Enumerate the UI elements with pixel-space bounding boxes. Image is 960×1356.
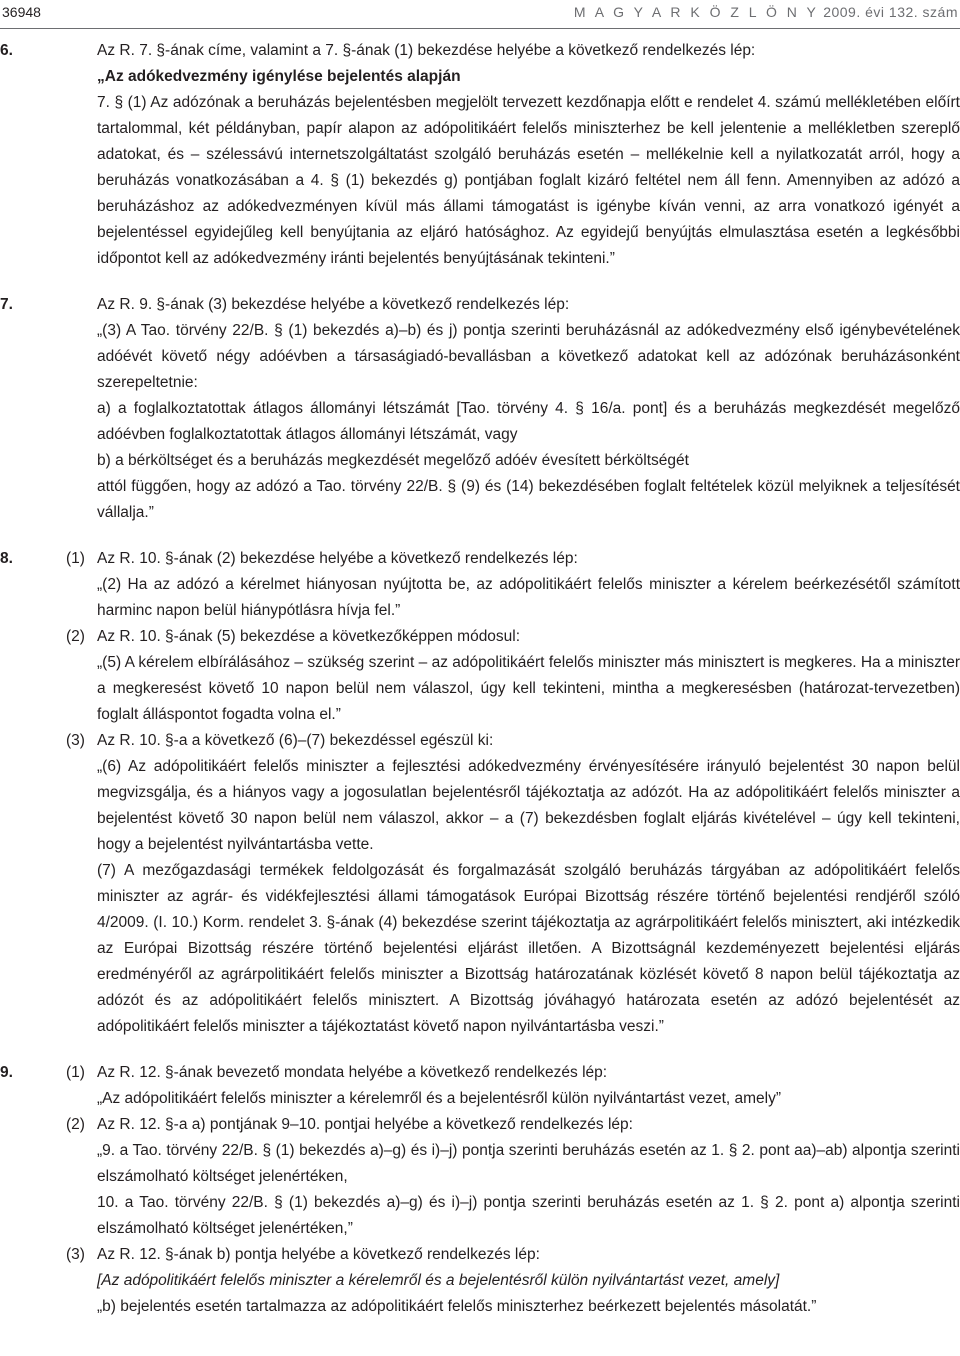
inserted-paragraph: „(3) A Tao. törvény 22/B. § (1) bekezdés a)–b) és j) pontja szerinti beruházásnál az adókedvezmény első igénybevételének adóévét követő négy adóévben a társaságiadó-bevallásban a következő adatokat kell az adózónak beruházásonként szerepeltetnie: <box>97 322 960 391</box>
context-note: [Az adópolitikáért felelős miniszter a kérelemről és a bejelentésről külön nyilvántartást vezet, amely] <box>97 1272 780 1289</box>
inserted-point-9: „9. a Tao. törvény 22/B. § (1) bekezdés a)–g) és i)–j) pontja szerinti beruházás esetén az 1. § 2. pont aa)–ab) alpontja szerinti elszámolható költséget jelenértéken, <box>97 1142 960 1185</box>
inserted-point-b: b) a bérköltséget és a beruházás megkezdését megelőző adóév évesített bérköltségét <box>97 452 689 469</box>
inserted-paragraph: 7. § (1) Az adózónak a beruházás bejelentésben megjelölt tervezett kezdőnapja előtt e rendelet 4. számú mellékletében előírt tartalommal, két példányban, papír alapon az adópolitikáért felelős miniszterhez be kell jelentenie a mellékletben szereplő adatokat, és – szélessávú internetszolgáltatást szolgáló beruházás esetén – mellékelnie kell a nyilatkozatát arról, hogy a beruházás vonatkozásában a 4. § (1) bekezdés g) pontjában foglalt kizáró feltétel nem áll fenn. Amennyiben az adózó a beruházáshoz az adókedvezményen kívül más állami támogatást is igénybe kíván venni, az arra vonatkozó igényét a bejelentéssel egyidejűleg kell benyújtania az eljáró hatósághoz. Az egyidejű benyújtás elmulasztása esetén a legkésőbbi időpontot kell az adókedvezmény iránti bejelentés benyújtásának tekinteni.” <box>97 94 960 267</box>
amendment-intro: Az R. 10. §-ának (5) bekezdése a következőképpen módosul: <box>97 628 521 645</box>
inserted-closing: attól függően, hogy az adózó a Tao. törvény 22/B. § (9) és (14) bekezdésében foglalt feltételek közül melyiknek a teljesítését vállalja.” <box>97 478 960 521</box>
page-number: 36948 <box>2 4 41 20</box>
section-9 <box>0 1060 960 1320</box>
section-number: 6. <box>0 42 13 59</box>
header-rule <box>0 28 960 29</box>
subsection-3 <box>0 1242 960 1320</box>
inserted-paragraph: „(6) Az adópolitikáért felelős miniszter a fejlesztési adókedvezmény érvényesítésére irányuló bejelentést 30 napon belül megvizsgálja, és a hiányos vagy a jogosulatlan bejelentésről tájékoztatja az adózót. Ha az adópolitikáért felelős miniszter a bejelentést követő 30 napon belül nem válaszol, akkor – a (7) bekezdésben foglalt eljárás kivételével – úgy kell tekinteni, hogy a bejelentést nyilvántartásba vette. <box>97 758 960 853</box>
subsection-2 <box>0 1112 960 1242</box>
section-6 <box>0 38 960 272</box>
inserted-title: „Az adókedvezmény igénylése bejelentés alapján <box>97 68 461 85</box>
amendment-intro: Az R. 10. §-a a következő (6)–(7) bekezdéssel egészül ki: <box>97 732 494 749</box>
amendment-intro: Az R. 7. §-ának címe, valamint a 7. §-ának (1) bekezdése helyébe a következő rendelkezés lép: <box>97 42 756 59</box>
inserted-paragraph: „(5) A kérelem elbírálásához – szükség szerint – az adópolitikáért felelős miniszter más minisztert is megkeres. Ha a miniszter a megkeresést követő 10 napon belül nem válaszol, úgy kell tekinteni, mintha a megkeresésben (határozat-tervezetben) foglalt álláspontot fogadta volna el.” <box>97 654 960 723</box>
section-8 <box>0 546 960 1040</box>
amendment-intro: Az R. 12. §-a a) pontjának 9–10. pontjai helyébe a következő rendelkezés lép: <box>97 1116 633 1133</box>
publication-title <box>574 0 960 25</box>
page-header <box>0 0 960 24</box>
inserted-paragraph: „b) bejelentés esetén tartalmazza az adópolitikáért felelős miniszterhez beérkezett bejelentés másolatát.” <box>97 1298 817 1315</box>
amendment-intro: Az R. 10. §-ának (2) bekezdése helyébe a következő rendelkezés lép: <box>97 550 578 567</box>
inserted-paragraph: „Az adópolitikáért felelős miniszter a kérelemről és a bejelentésről külön nyilvántartást vezet, amely” <box>97 1090 782 1107</box>
section-number: 8. <box>0 550 13 567</box>
subsection-number: (3) <box>66 1246 85 1263</box>
journal-name: M A G Y A R K Ö Z L Ö N Y <box>573 4 819 20</box>
subsection-1 <box>0 546 960 624</box>
amendment-intro: Az R. 12. §-ának bevezető mondata helyébe a következő rendelkezés lép: <box>97 1064 608 1081</box>
subsection-1 <box>0 1060 960 1112</box>
inserted-point-10: 10. a Tao. törvény 22/B. § (1) bekezdés a)–g) és i)–j) pontja szerinti beruházás esetén az 1. § 2. pont a) alpontja szerinti elszámolható költséget jelenértéken,” <box>97 1194 960 1237</box>
subsection-3 <box>0 728 960 1040</box>
issue-label: 2009. évi 132. szám <box>823 4 958 20</box>
section-7 <box>0 292 960 526</box>
section-number: 9. <box>0 1064 13 1081</box>
subsection-number: (3) <box>66 732 85 749</box>
inserted-paragraph: (7) A mezőgazdasági termékek feldolgozását és forgalmazását szolgáló beruházás tárgyában az adópolitikáért felelős miniszter az agrár- és vidékfejlesztési állami támogatások Európai Bizottság részére történő bejelentési rendjéről szóló 4/2009. (I. 10.) Korm. rendelet 3. §-ának (4) bekezdése szerint tájékoztatja az agrárpolitikáért felelős minisztert, aki intézkedik az Európai Bizottság részére történő bejelentési eljárást illetően. A Bizottságnál kezdeményezett bejelentési eljárás eredményéről az agrárpolitikáért felelős miniszter a Bizottság határozatának közlését követő 8 napon belül tájékoztatja az adózót és az adópolitikáért felelős minisztert. A Bizottság jóváhagyó határozata esetén az adózó bejelentését az adópolitikáért felelős miniszter a tájékoztatást követő napon nyilvántartásba veszi.” <box>97 862 960 1035</box>
subsection-number: (1) <box>66 1064 85 1081</box>
document-body <box>0 38 960 1320</box>
section-number: 7. <box>0 296 13 313</box>
amendment-intro: Az R. 12. §-ának b) pontja helyébe a következő rendelkezés lép: <box>97 1246 540 1263</box>
inserted-paragraph: „(2) Ha az adózó a kérelmet hiányosan nyújtotta be, az adópolitikáért felelős miniszter a kérelem beérkezésétől számított harminc napon belül hiánypótlásra hívja fel.” <box>97 576 960 619</box>
subsection-2 <box>0 624 960 728</box>
subsection-number: (2) <box>66 1116 85 1133</box>
inserted-point-a: a) a foglalkoztatottak átlagos állományi létszámát [Tao. törvény 4. § 16/a. pont] és a beruházás megkezdését megelőző adóévben foglalkoztatottak átlagos állományi létszámát, vagy <box>97 400 960 443</box>
subsection-number: (2) <box>66 628 85 645</box>
subsection-number: (1) <box>66 550 85 567</box>
amendment-intro: Az R. 9. §-ának (3) bekezdése helyébe a következő rendelkezés lép: <box>97 296 570 313</box>
